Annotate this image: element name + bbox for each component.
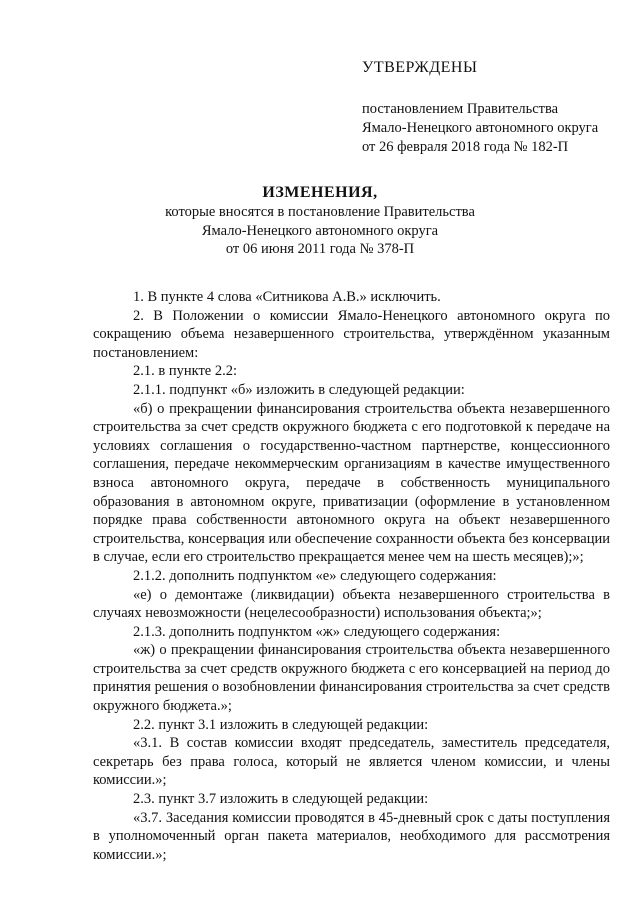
paragraph-quote-b: «б) о прекращении финансирования строительства объекта незавершенного строительства за счет средств окружного бюджета с его подготовкой к передаче на условиях соглашения о государственно-частном партнерстве, концессионного соглашения, передаче некоммерческим организациям в качестве имущественного взноса автономного округа, передаче в собственность муниципального образования в автономном округе, приватизации (оформление в установленном порядке права собственности автономного округа на объект незавершенного строительства, консервация или обеспечение сохранности объекта без консервации в случае, если его строительство прекращается менее чем на шесть месяцев);»;: [93, 400, 610, 566]
paragraph-2-1: 2.1. в пункте 2.2:: [133, 363, 238, 380]
title-line-1: которые вносятся в постановление Правительства: [165, 204, 475, 220]
title-line-3: от 06 июня 2011 года № 378-П: [225, 241, 415, 258]
paragraph-quote-3-1: «3.1. В состав комиссии входят председатель, заместитель председателя, секретарь без права голоса, который не является членом комиссии, и члены комиссии.»;: [93, 735, 610, 789]
paragraph-1: 1. В пункте 4 слова «Ситникова А.В.» исключить.: [133, 289, 441, 305]
approval-line-2: Ямало-Ненецкого автономного округа: [362, 120, 599, 136]
approval-line-3: от 26 февраля 2018 года № 182-П: [362, 139, 569, 155]
paragraph-quote-3-7: «3.7. Заседания комиссии проводятся в 45-дневный срок с даты поступления в уполномоченный орган пакета материалов, необходимого для рассмотрения комиссии.»;: [93, 809, 610, 863]
paragraph-2-1-1: 2.1.1. подпункт «б» изложить в следующей редакции:: [133, 381, 465, 398]
title-heading: ИЗМЕНЕНИЯ,: [262, 184, 378, 201]
paragraph-2-2: 2.2. пункт 3.1 изложить в следующей редакции:: [133, 716, 429, 733]
paragraph-2: 2. В Положении о комиссии Ямало-Ненецкого автономного округа по сокращению объема незавершенного строительства, утверждённом указанным постановлением:: [93, 307, 610, 361]
paragraph-quote-zh: «ж) о прекращении финансирования строительства объекта незавершенного строительства за счет средств окружного бюджета с его консервацией на период до принятия решения о возобновлении финансирования строительства за счет средств окружного бюджета.»;: [93, 642, 610, 715]
document-body: [93, 288, 610, 864]
document-title: [110, 183, 530, 259]
title-line-2: Ямало-Ненецкого автономного округа: [201, 222, 439, 239]
approval-line-1: постановлением Правительства: [362, 101, 559, 117]
paragraph-2-3: 2.3. пункт 3.7 изложить в следующей редакции:: [133, 791, 429, 808]
paragraph-quote-e: «е) о демонтаже (ликвидации) объекта незавершенного строительства в случаях невозможности (нецелесообразности) использования объекта;»;: [93, 586, 610, 622]
approval-stamp: [362, 58, 622, 157]
paragraph-2-1-3: 2.1.3. дополнить подпунктом «ж» следующего содержания:: [133, 623, 501, 640]
approval-heading: УТВЕРЖДЕНЫ: [362, 59, 478, 76]
paragraph-2-1-2: 2.1.2. дополнить подпунктом «е» следующего содержания:: [133, 567, 497, 584]
